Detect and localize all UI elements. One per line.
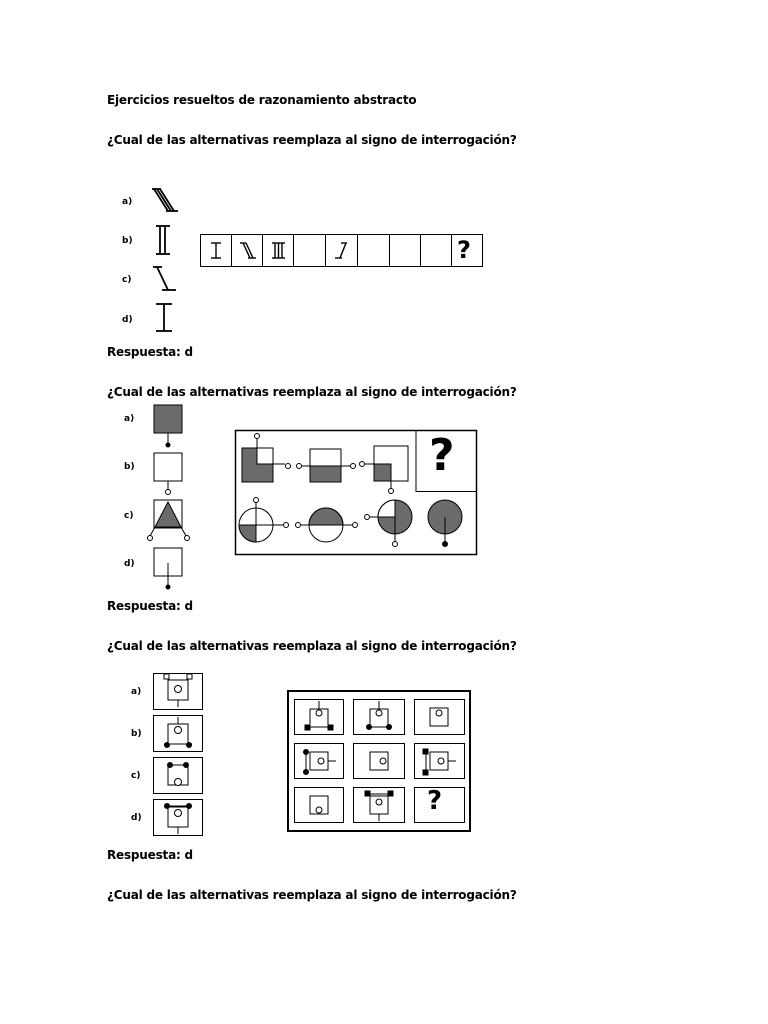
- ex3-option-d-figure: [154, 800, 203, 836]
- question-3: ¿Cual de las alternativas reemplaza al signo de interrogación?: [107, 639, 517, 653]
- ex2-option-c-figure: [148, 500, 190, 541]
- ex2-option-d-figure: [154, 548, 182, 590]
- question-2: ¿Cual de las alternativas reemplaza al signo de interrogación?: [107, 385, 517, 399]
- ex1-option-a-figure: [152, 189, 178, 211]
- ex3-option-c-label: c): [131, 771, 141, 781]
- ex3-question-mark: ?: [427, 786, 443, 816]
- ex1-option-d-figure: [156, 304, 172, 331]
- page-title: Ejercicios resueltos de razonamiento abstracto: [107, 93, 417, 107]
- ex1-option-a-label: a): [122, 197, 133, 207]
- ex1-option-c-label: c): [122, 275, 132, 285]
- ex1-question-mark: ?: [457, 236, 471, 264]
- question-4: ¿Cual de las alternativas reemplaza al signo de interrogación?: [107, 888, 517, 902]
- ex3-option-c-figure: [154, 758, 203, 794]
- ex2-option-b-figure: [154, 453, 182, 495]
- ex2-option-d-label: d): [124, 559, 135, 569]
- ex3-option-a-label: a): [131, 687, 142, 697]
- ex1-sequence-strip: [200, 234, 484, 268]
- ex3-option-a-figure: [154, 674, 203, 710]
- ex3-options-figures: [152, 672, 204, 838]
- ex3-option-b-figure: [154, 716, 203, 752]
- question-1: ¿Cual de las alternativas reemplaza al signo de interrogación?: [107, 133, 517, 147]
- ex3-option-d-label: d): [131, 813, 142, 823]
- ex1-options-figures: [148, 186, 184, 336]
- ex3-matrix: [287, 690, 471, 832]
- ex2-options-figures: [144, 403, 196, 593]
- ex1-option-b-label: b): [122, 236, 133, 246]
- ex2-option-a-label: a): [124, 414, 135, 424]
- ex2-option-b-label: b): [124, 462, 135, 472]
- ex1-option-b-figure: [156, 226, 170, 254]
- ex3-option-b-label: b): [131, 729, 142, 739]
- ex2-option-c-label: c): [124, 511, 134, 521]
- ex3-answer: Respuesta: d: [107, 848, 193, 862]
- ex2-question-mark: ?: [429, 430, 455, 481]
- ex1-option-d-label: d): [122, 315, 133, 325]
- ex1-option-c-figure: [153, 267, 176, 290]
- ex2-answer: Respuesta: d: [107, 599, 193, 613]
- ex1-answer: Respuesta: d: [107, 345, 193, 359]
- ex2-option-a-figure: [154, 405, 182, 448]
